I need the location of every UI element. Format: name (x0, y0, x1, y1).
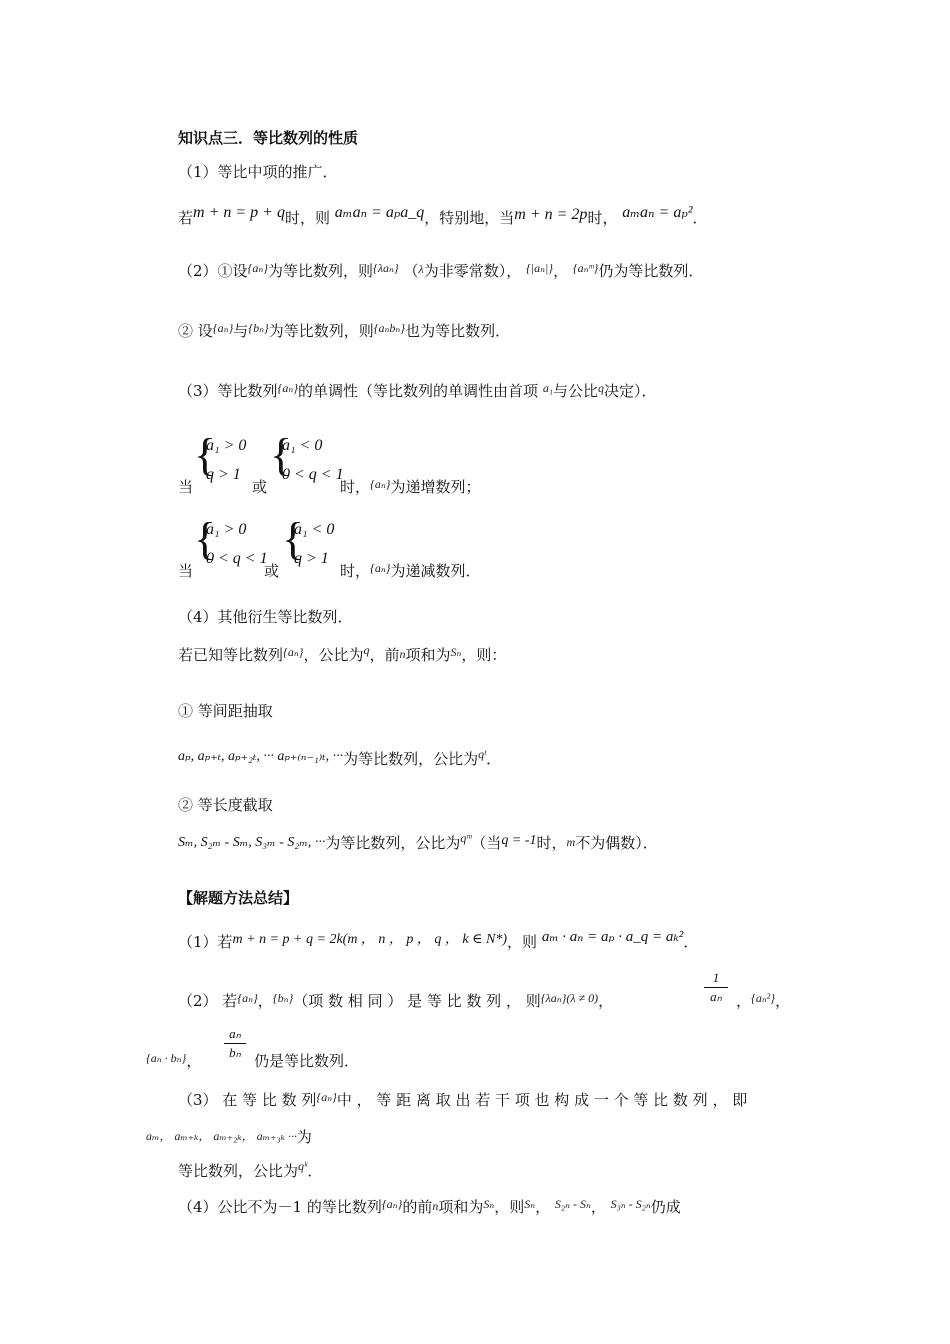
formula: aₘ · aₙ = aₚ · a_q = aₖ² (541, 929, 684, 945)
text: 决定）． (604, 382, 657, 400)
subitem-2: ② 等长度截取 (178, 796, 273, 814)
formula: {aₙbₙ} (373, 321, 406, 335)
brace: { (194, 429, 217, 480)
text: 项和为 (405, 646, 451, 664)
formula: {aₙ} (316, 1090, 337, 1104)
text: 为等比数列，则 (268, 322, 374, 340)
formula: {aₙ²} (751, 991, 776, 1005)
text: 时， (340, 562, 371, 580)
or-text: 或 (264, 562, 280, 580)
formula: {aₙ} (212, 321, 234, 335)
denominator: bₙ (229, 1045, 241, 1060)
text: 为递增数列； (390, 478, 481, 496)
text: 时，则 (284, 209, 330, 227)
text: ， (553, 262, 569, 280)
item-4-line-1 (178, 644, 506, 667)
text: 为等比数列，公比为 (343, 750, 479, 768)
item-3-line (178, 380, 657, 403)
text: （当 (471, 834, 502, 852)
summary-item-3-line-1 (178, 1089, 747, 1112)
text: （4）公比不为－1 的等比数列 (178, 1198, 382, 1216)
text: 为等比数列，则 (268, 262, 374, 280)
text: 为 (296, 1128, 312, 1146)
text: ，则 (507, 933, 538, 951)
item-1-title: （1）等比中项的推广． (178, 163, 338, 181)
text: （2） 若 (178, 992, 238, 1010)
system-row: 0 < q < 1 (282, 466, 344, 483)
text: 为递减数列． (390, 562, 481, 580)
formula: aₚ, aₚ₊ₜ, aₚ₊₂ₜ, ··· aₚ₊₍ₙ₋₁₎ₜ, ··· (178, 749, 344, 764)
or-text: 或 (252, 478, 268, 496)
formula: {aₙ} (370, 477, 391, 491)
formula: q (598, 381, 604, 395)
text: 不为偶数）． (575, 834, 658, 852)
formula: {aₙ} (237, 991, 258, 1005)
text: （1）若 (178, 933, 233, 951)
brace: { (194, 513, 217, 564)
text: ． (683, 933, 699, 951)
brace: { (282, 513, 305, 564)
fraction-bar (224, 1043, 246, 1044)
formula: {bₙ} (248, 321, 269, 335)
item-4-title: （4）其他衍生等比数列． (178, 608, 353, 626)
text: 时， (340, 478, 371, 496)
text: 中 ， 等 距 离 取 出 若 干 项 也 构 成 一 个 等 比 数 列 ， 即 (336, 1091, 748, 1109)
text: ， (257, 992, 273, 1010)
subitem-1-formula (178, 748, 501, 772)
text: ， (598, 992, 614, 1010)
numerator: 1 (712, 970, 720, 985)
text: 时， (587, 209, 618, 227)
text: ． (692, 209, 708, 227)
text: 为非零常数）， (423, 262, 522, 280)
formula: n (432, 1199, 439, 1213)
quotient-fraction (224, 1026, 246, 1061)
formula: {|aₙ|} (526, 261, 554, 275)
formula: qᵏ (298, 1159, 308, 1173)
formula: {aₙ} (370, 561, 391, 575)
reciprocal-fraction (704, 970, 728, 1005)
text: 的前 (402, 1198, 433, 1216)
formula: n (399, 647, 406, 661)
tail (340, 476, 481, 499)
text: 仍为等比数列． (598, 262, 704, 280)
item-2-line-1 (178, 260, 703, 283)
text: ，则 (494, 1198, 525, 1216)
section-heading: 知识点三．等比数列的性质 (178, 129, 359, 147)
formula: {aₙᵐ} (572, 261, 599, 275)
text: 与公比 (552, 382, 598, 400)
text: ， (535, 1198, 551, 1216)
formula: q (363, 643, 370, 657)
subitem-1: ① 等间距抽取 (178, 702, 273, 720)
system-row: q > 1 (206, 466, 241, 483)
formula: {λaₙ}(λ ≠ 0) (540, 991, 599, 1005)
text: 也为等比数列． (405, 322, 511, 340)
summary-item-2-line-1 (178, 990, 613, 1013)
formula: Sₙ (483, 1197, 495, 1211)
formula: aₘaₙ = aₚa_q (334, 204, 425, 221)
text: ， (775, 992, 791, 1010)
formula: qᵗ (478, 747, 487, 761)
text: 的单调性（等比数列的单调性由首项 (298, 382, 539, 400)
text: ． (307, 1162, 323, 1180)
text: ， (736, 992, 752, 1010)
formula: {aₙ} (283, 645, 304, 659)
when-text: 当 (178, 478, 194, 496)
summary-item-3-line-2 (146, 1126, 312, 1149)
text: 仍成 (650, 1198, 681, 1216)
denominator: aₙ (710, 989, 722, 1004)
formula: Sₙ (450, 645, 462, 659)
formula: {aₙ · bₙ} (146, 1051, 187, 1065)
summary-item-2-end: 仍是等比数列． (254, 1052, 360, 1070)
text: 与 (233, 322, 249, 340)
text: 等比数列，公比为 (178, 1162, 299, 1180)
formula: m (566, 835, 576, 849)
item-1-line (178, 204, 708, 230)
formula: {λaₙ} (373, 261, 399, 275)
text: ， (590, 1198, 606, 1216)
system-row: 0 < q < 1 (206, 550, 268, 567)
formula: Sₘ, S₂ₘ - Sₘ, S₃ₘ - S₂ₘ, ··· (178, 835, 326, 850)
text: ② 设 (178, 322, 213, 340)
text: （项 数 相 同 ） 是 等 比 数 列 ， 则 (293, 992, 541, 1010)
formula: m + n = p + q (193, 204, 285, 221)
formula: {bₙ} (272, 991, 294, 1005)
formula: {aₙ} (247, 261, 269, 275)
summary-item-3-line-3 (178, 1160, 322, 1183)
system-row: a₁ < 0 (294, 521, 335, 538)
summary-item-1 (178, 931, 698, 955)
text: 项和为 (438, 1198, 484, 1216)
summary-item-2-line-2 (146, 1050, 201, 1073)
formula: {aₙ} (277, 381, 299, 395)
summary-heading: 【解题方法总结】 (178, 889, 299, 907)
text: ，前 (369, 646, 400, 664)
formula: Sₙ (524, 1197, 536, 1211)
numerator: aₙ (229, 1026, 241, 1041)
text: 若 (178, 209, 194, 227)
subitem-2-formula (178, 832, 658, 856)
formula: m + n = 2p (514, 206, 588, 223)
fraction-bar (704, 987, 728, 988)
system-row: a₁ > 0 (206, 521, 247, 538)
system-row: a₁ > 0 (206, 437, 247, 454)
text: （2）①设 (178, 262, 248, 280)
text: ， (186, 1052, 202, 1070)
formula: S₃ₙ - S₂ₙ (610, 1197, 651, 1211)
formula: m + n = p + q = 2k(m ， n ， p ， q ， k ∈ N*) (232, 932, 508, 947)
text: ． (486, 750, 502, 768)
text: ，特别地，当 (424, 209, 515, 227)
formula: λ (418, 262, 424, 276)
brace: { (270, 429, 293, 480)
text: ，公比为 (303, 646, 364, 664)
summary-item-2-tail (736, 990, 790, 1013)
formula: aₘ， aₘ₊ₖ， aₘ₊₂ₖ， aₘ₊₃ₖ ··· (146, 1129, 297, 1143)
formula: {aₙ} (381, 1197, 403, 1211)
when-text: 当 (178, 562, 194, 580)
text: 若已知等比数列 (178, 646, 284, 664)
item-2-line-2 (178, 320, 510, 343)
text: 为等比数列，公比为 (325, 834, 461, 852)
text: 时， (536, 834, 567, 852)
text: （3） 在 等 比 数 列 (178, 1091, 317, 1109)
formula: a₁ (542, 381, 553, 395)
summary-item-4 (178, 1196, 681, 1219)
formula: qᵐ (460, 831, 472, 845)
system-row: a₁ < 0 (282, 437, 323, 454)
formula: aₘaₙ = aₚ² (622, 204, 693, 221)
tail (340, 560, 481, 583)
formula: q = -1 (501, 833, 537, 848)
formula: S₂ₙ - Sₙ (554, 1197, 591, 1211)
text: （ (403, 262, 419, 280)
text: ，则： (461, 646, 507, 664)
system-row: q > 1 (294, 550, 329, 567)
text: （3）等比数列 (178, 382, 278, 400)
